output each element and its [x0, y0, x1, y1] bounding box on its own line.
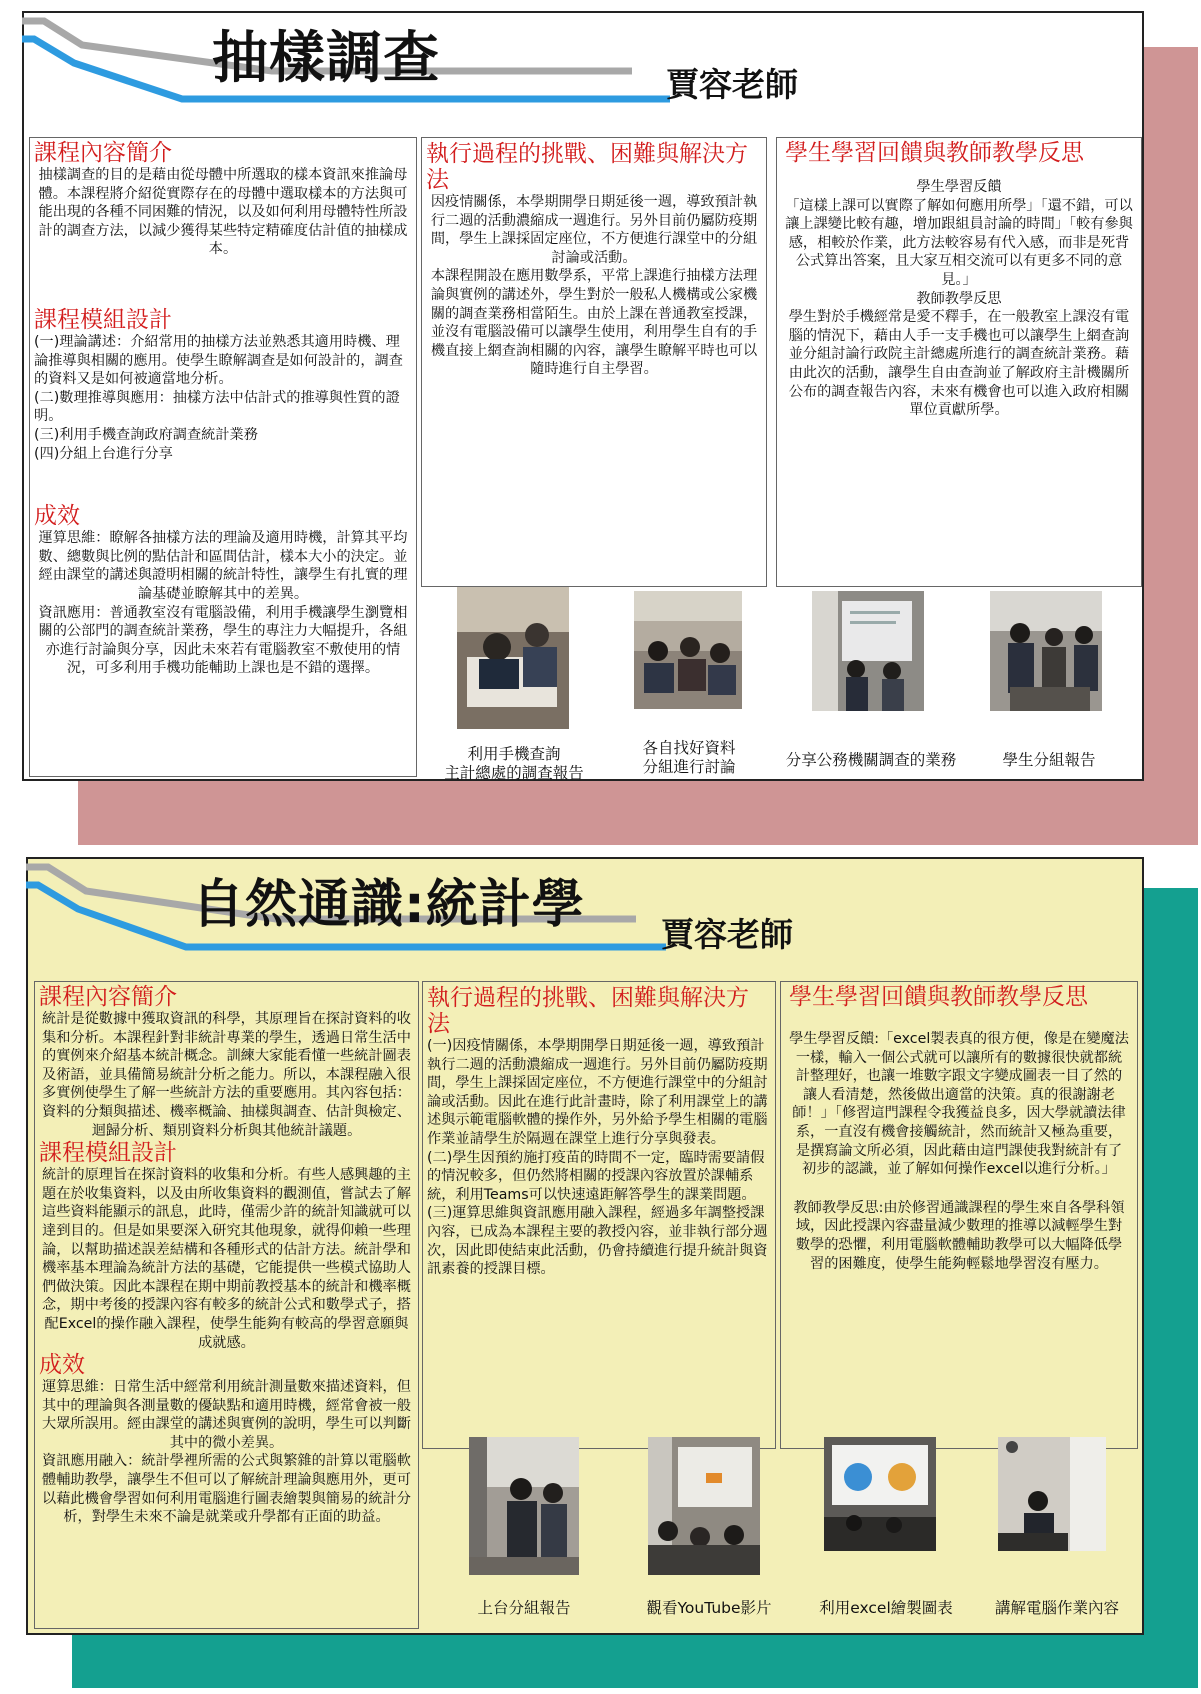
poster1-teacher: 賈容老師: [666, 65, 798, 104]
poster1-caption-1: 利用手機查詢 主計總處的調查報告: [444, 745, 584, 782]
poster1-result-heading: 成效: [34, 503, 80, 530]
poster1: [22, 11, 1144, 781]
poster1-intro-text: 抽樣調查的目的是藉由從母體中所選取的樣本資訊來推論母體。本課程將介紹從實際存在的母體中選取樣本的方法與可能出現的各種不同困難的情況，以及如何利用母體特性所設計的調查方法，以減少獲得某些特定精確度估計值的抽樣成本。: [38, 167, 408, 258]
poster2-result-p1: 運算思維：日常生活中經常利用統計測量數來描述資料，但其中的理論與各測量數的優缺點和適用時機，經常會被一般大眾所誤用。經由課堂的講述與實例的說明，學生可以判斷其中的微小差異。: [42, 1379, 411, 1451]
poster1-feedback-sub1: 學生學習反饋: [916, 179, 1002, 195]
poster1-result-p1: 運算思維：瞭解各抽樣方法的理論及適用時機，計算其平均數、總數與比例的點估計和區間估計，樣本大小的決定。並經由課堂的講述與證明相關的統計特性，讓學生有扎實的理論基礎並瞭解其中的差異。: [38, 530, 408, 602]
poster1-photo-1: [457, 587, 569, 729]
poster1-intro-heading: 課程內容簡介: [34, 140, 172, 166]
poster1-module-heading: 課程模組設計: [34, 306, 172, 333]
poster2-challenge-p3: (三)運算思維與資訊應用融入課程，經過多年調整授課內容，已成為本課程主要的教授內容，並非執行部分週次，因此即使結束此活動，仍會持續進行提升統計與資訊素養的授課目標。: [427, 1205, 768, 1278]
poster1-result-p2: 資訊應用：普通教室沒有電腦設備，利用手機讓學生瀏覽相關的公部門的調查統計業務，學生的專注力大幅提升，各組亦進行討論與分享，因此未來若有電腦教室不敷使用的情況，可多利用手機功能輔助上課也是不錯的選擇。: [38, 604, 408, 677]
poster2-feedback-p1: 學生學習反饋:「excel製表真的很方便，像是在變魔法一樣，輸入一個公式就可以讓所有的數據很快就都統計整理好，也讓一堆數字跟文字變成圖表一目了然的讓人看清楚，然後做出適當的決策。真的很謝謝老師！」「修習這門課程令我獲益良多，因大學就讀法律系，一直沒有機會接觸統計，然而統計又極為重要，是撰寫論文所必須，因此藉由這門課使我對統計有了初步的認識，並了解如何操作excel以進行分析。」: [789, 1031, 1129, 1178]
poster2-challenge-heading: 執行過程的挑戰、困難與解決方法: [427, 985, 749, 1037]
poster1-title: 抽樣調查: [212, 26, 440, 91]
poster1-photo-3: [812, 591, 924, 711]
poster2-caption-3: 利用excel繪製圖表: [819, 1599, 953, 1617]
poster2-feedback-box: [780, 981, 1138, 1449]
poster2-left-column: [34, 981, 419, 1629]
poster1-caption-2: 各自找好資料 分組進行討論: [642, 739, 736, 776]
poster1-module-item-3: (三)利用手機查詢政府調查統計業務: [34, 426, 258, 443]
poster2-caption-2: 觀看YouTube影片: [646, 1599, 772, 1617]
poster2-result-heading: 成效: [39, 1352, 85, 1379]
poster2-photo-2: [648, 1437, 760, 1575]
poster1-feedback-p2: 學生對於手機經常是愛不釋手，在一般教室上課沒有電腦的情況下，藉由人手一支手機也可以讓學生上網查詢並分組討論行政院主計總處所進行的調查統計業務。藉由此次的活動，讓學生自由查詢並了解政府主計機關所公布的調查報告內容，未來有機會也可以進入政府相關單位貢獻所學。: [788, 309, 1130, 419]
poster2-challenge-p2: (二)學生因預約施打疫苗的時間不一定，臨時需要請假的情況較多，但仍然將相關的授課內容放置於課輔系統，利用Teams可以快速遠距解答學生的課業問題。: [427, 1149, 765, 1203]
poster1-module-item-4: (四)分組上台進行分享: [34, 445, 173, 462]
poster1-challenge-p1: 因疫情關係，本學期開學日期延後一週，導致預計執行二週的活動濃縮成一週進行。另外目前仍屬防疫期間，學生上課採固定座位，不方便進行課堂中的分組討論或活動。: [430, 194, 758, 266]
poster1-challenge-box: [421, 137, 767, 587]
poster2-photo-1: [469, 1437, 579, 1575]
poster2-intro-heading: 課程內容簡介: [39, 984, 177, 1010]
poster2-feedback-p2: 教師教學反思:由於修習通識課程的學生來自各學科領域，因此授課內容盡量減少數理的推導以減輕學生對數學的恐懼，利用電腦軟體輔助教學可以大幅降低學習的困難度，使學生能夠輕鬆地學習沒有壓力。: [793, 1199, 1125, 1272]
poster1-challenge-p2: 本課程開設在應用數學系，平常上課進行抽樣方法理論與實例的講述外，學生對於一般私人機構或公家機關的調查業務相當陌生。由於上課在普通教室授課，並沒有電腦設備可以讓學生使用，利用學生自有的手機直接上網查詢相關的內容，讓學生瞭解平時也可以隨時進行自主學習。: [430, 268, 758, 378]
poster2-teacher: 賈容老師: [661, 915, 793, 954]
poster1-module-item-2: (二)數理推導與應用：抽樣方法中估計式的推導與性質的證明。: [34, 389, 400, 425]
poster2-caption-4: 講解電腦作業內容: [994, 1599, 1119, 1617]
poster2-caption-1: 上台分組報告: [477, 1599, 571, 1617]
poster1-photo-4: [990, 591, 1102, 711]
poster2-challenge-box: [422, 981, 776, 1449]
poster1-feedback-heading: 學生學習回饋與教師教學反思: [785, 140, 1084, 166]
poster2-challenge-p1: (一)因疫情關係，本學期開學日期延後一週，導致預計執行二週的活動濃縮成一週進行。另外目前仍屬防疫期間，學生上課採固定座位，不方便進行課堂中的分組討論或活動。因此在進行此計畫時，除了利用課堂上的講述與示範電腦軟體的操作外，另外給予學生相關的電腦作業並請學生於隔週在課堂上進行分享與發表。: [427, 1038, 768, 1147]
poster2-feedback-heading: 學生學習回饋與教師教學反思: [789, 984, 1088, 1010]
poster2-module-heading: 課程模組設計: [39, 1140, 177, 1167]
poster2-intro-text: 統計是從數據中獲取資訊的科學，其原理旨在探討資料的收集和分析。本課程針對非統計專業的學生，透過日常生活中的實例來介紹基本統計概念。訓練大家能看懂一些統計圖表及術語，並具備簡易統計分析之能力。所以，本課程融入很多實例使學生了解一些統計方法的重要應用。其內容包括：資料的分類與描述、機率概論、抽樣與調查、估計與檢定、迴歸分析、類別資料分析與其他統計議題。: [42, 1011, 411, 1139]
poster1-caption-4: 學生分組報告: [1002, 751, 1096, 769]
poster1-caption-3: 分享公務機關調查的業務: [785, 751, 957, 769]
poster1-module-item-1: (一)理論講述：介紹常用的抽樣方法並熟悉其適用時機、理論推導與相關的應用。使學生瞭解調查是如何設計的，調查的資料又是如何被適當地分析。: [34, 333, 403, 388]
poster2: [26, 857, 1144, 1635]
poster1-left-column: [29, 137, 417, 777]
poster1-photo-2: [634, 591, 742, 709]
poster1-feedback-p1: 「這樣上課可以實際了解如何應用所學」「還不錯，可以讓上課變比較有趣，增加跟組員討論的時間」「較有參與感，相較於作業，此方法較容易有代入感，而非是死背公式算出答案，且大家互相交流可以有更多不同的意見。」: [785, 197, 1133, 288]
poster2-photo-3: [824, 1437, 936, 1551]
poster2-result-p2: 資訊應用融入：統計學裡所需的公式與繁雜的計算以電腦軟體輔助教學，讓學生不但可以了解統計理論與應用外，更可以藉此機會學習如何利用電腦進行圖表繪製與簡易的統計分析，對學生未來不論是就業或升學都有正面的助益。: [42, 1453, 411, 1526]
poster2-module-text: 統計的原理旨在探討資料的收集和分析。有些人感興趣的主題在於收集資料，以及由所收集資料的觀測值，嘗試去了解這些資料能顯示的訊息，此時，僅需少許的統計知識就可以達到目的。但是如果要深入研究其他現象，就得仰賴一些理論，以幫助描述誤差結構和各種形式的估計方法。統計學和機率基本理論為統計方法的基礎，它能提供一些模式協助人們做決策。因此本課程在期中期前教授基本的統計和機率概念，期中考後的授課內容有較多的統計公式和數學式子，搭配Excel的操作融入課程，使學生能夠有較高的學習意願與成就感。: [42, 1167, 411, 1351]
poster1-challenge-heading: 執行過程的挑戰、困難與解決方法: [426, 141, 748, 193]
poster1-feedback-sub2: 教師教學反思: [916, 290, 1002, 307]
poster1-feedback-box: [776, 137, 1142, 587]
poster2-title: 自然通識:統計學: [192, 875, 585, 935]
poster2-photo-4: [998, 1437, 1106, 1551]
